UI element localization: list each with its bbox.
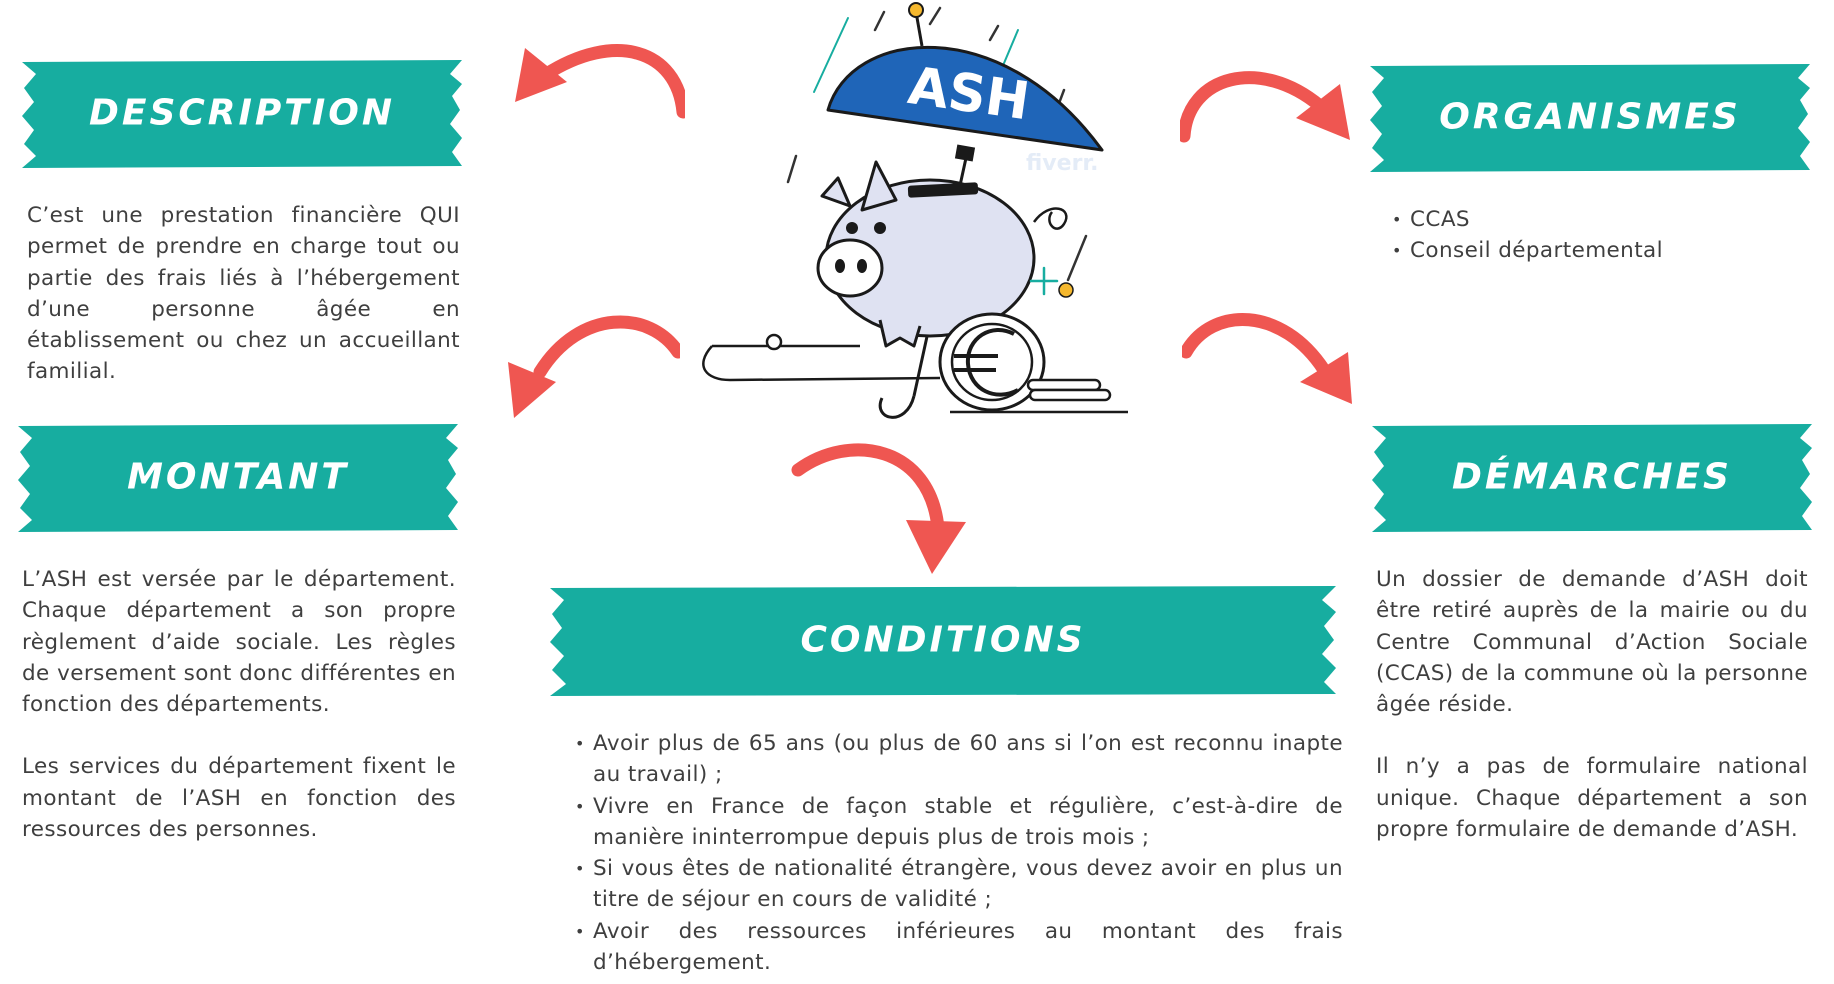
arrow-to-description-icon bbox=[505, 20, 685, 120]
demarches-paragraph-2: Il n’y a pas de formulaire national unique. Chaque département a son propre formulaire de demande d’ASH. bbox=[1376, 754, 1808, 843]
arrow-to-conditions-icon bbox=[790, 436, 980, 576]
banner-montant bbox=[18, 424, 458, 532]
organismes-title: ORGANISMES bbox=[1439, 96, 1741, 138]
organismes-list bbox=[1390, 204, 1810, 267]
banner-conditions bbox=[550, 586, 1336, 696]
demarches-paragraph-1: Un dossier de demande d’ASH doit être retiré auprès de la mairie ou du Centre Communal d’Action Sociale (CCAS) de la commune où la personne âgée réside. bbox=[1376, 567, 1808, 718]
banner-organismes bbox=[1370, 64, 1810, 172]
organismes-item-conseil: • Conseil départemental bbox=[1390, 235, 1810, 266]
organismes-item-ccas: • CCAS bbox=[1390, 204, 1810, 235]
conditions-title: CONDITIONS bbox=[800, 619, 1086, 661]
description-text bbox=[27, 200, 460, 388]
banner-demarches bbox=[1372, 424, 1812, 532]
montant-title: MONTANT bbox=[127, 456, 349, 498]
umbrella-label: ASH bbox=[904, 56, 1033, 133]
description-paragraph: C’est une prestation financière QUI permet de prendre en charge tout ou partie des frais liés à l’hébergement d’une personne âgée en établissement ou chez un accueillant familial. bbox=[27, 203, 460, 385]
conditions-item-residence: • Vivre en France de façon stable et régulière, c’est-à-dire de manière ininterrompue depuis plus de trois mois ; bbox=[573, 791, 1343, 854]
demarches-title: DÉMARCHES bbox=[1452, 456, 1732, 498]
arrow-to-montant-icon bbox=[500, 300, 680, 425]
montant-paragraph-1: L’ASH est versée par le département. Chaque département a son propre règlement d’aide sociale. Les règles de versement sont donc différentes en fonction des départements. bbox=[22, 567, 456, 718]
conditions-item-titre-sejour: • Si vous êtes de nationalité étrangère, vous devez avoir en plus un titre de séjour en cours de validité ; bbox=[573, 853, 1343, 916]
demarches-text bbox=[1376, 564, 1808, 845]
arrow-to-organismes-icon bbox=[1180, 48, 1360, 148]
piggy-umbrella-icon bbox=[700, 0, 1130, 420]
watermark-text: fiverr. bbox=[1026, 151, 1099, 176]
banner-description bbox=[22, 60, 462, 168]
montant-text bbox=[22, 564, 456, 845]
description-title: DESCRIPTION bbox=[88, 92, 395, 134]
conditions-list bbox=[573, 728, 1343, 978]
conditions-item-age: • Avoir plus de 65 ans (ou plus de 60 ans si l’on est reconnu inapte au travail) ; bbox=[573, 728, 1343, 791]
ash-illustration bbox=[700, 0, 1130, 420]
arrow-to-demarches-icon bbox=[1182, 296, 1362, 421]
montant-paragraph-2: Les services du département fixent le montant de l’ASH en fonction des ressources des personnes. bbox=[22, 754, 456, 843]
conditions-item-ressources: • Avoir des ressources inférieures au montant des frais d’hébergement. bbox=[573, 916, 1343, 979]
